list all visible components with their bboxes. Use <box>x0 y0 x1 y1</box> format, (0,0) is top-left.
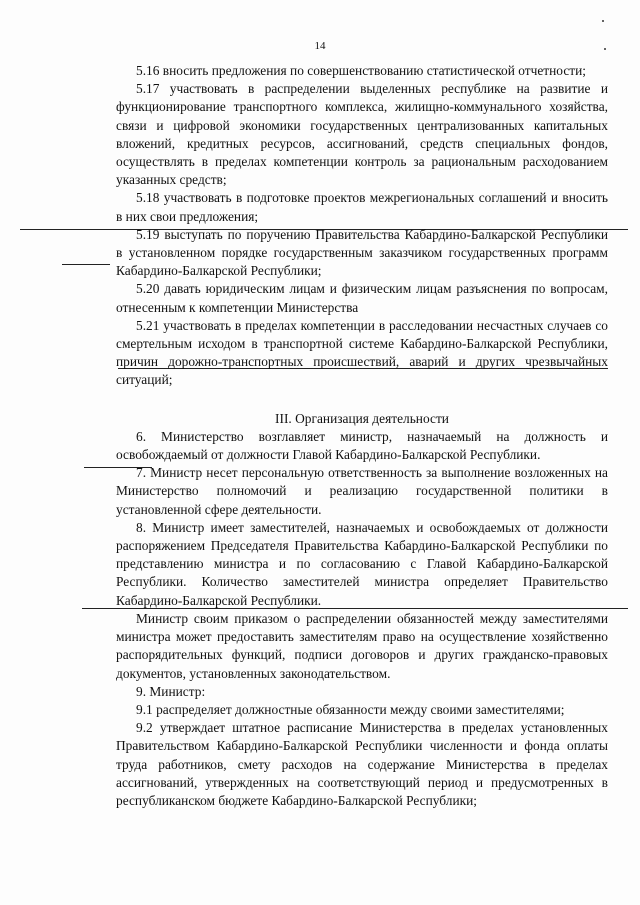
paragraph-5-18: 5.18 участвовать в подготовке проектов межрегиональных соглашений и вносить в них свои предложения; <box>116 190 608 224</box>
paragraph-5-19: 5.19 выступать по поручению Правительства Кабардино-Балкарской Республики в установленном порядке государственным заказчиком государственных программ Кабардино-Балкарской Республики; <box>116 226 608 279</box>
scan-line <box>62 264 110 265</box>
paragraph-5-16: 5.16 вносить предложения по совершенствованию статистической отчетности; <box>136 63 587 78</box>
paragraph-9-1: 9.1 распределяет должностные обязанности между своими заместителями; <box>136 701 565 717</box>
page-number: 14 <box>314 40 326 52</box>
scan-speck <box>604 48 606 50</box>
section-heading: III. Организация деятельности <box>275 410 449 426</box>
document-body <box>116 62 608 810</box>
paragraph-7: 7. Министр несет персональную ответственность за выполнение возложенных на Министерство полномочий и реализацию государственной политики в установленной сфере деятельности. <box>116 465 608 517</box>
paragraph-6: 6. Министерство возглавляет министр, назначаемый на должность и освобождаемый от должности Главой Кабардино-Балкарской Республики. <box>116 428 608 463</box>
paragraph-5-17: 5.17 участвовать в распределении выделенных республике на развитие и функционирование транспортного комплекса, жилищно-коммунального хозяйства, связи и цифровой экономики государственных централизованных капитальных вложений, кредитных ресурсов, ассигнований, средств специальных фондов, осуществлять в пределах компетенции контроль за рациональным расходованием указанных средств; <box>116 81 608 188</box>
scan-speck <box>602 20 604 22</box>
paragraph-5-21: 5.21 участвовать в пределах компетенции в расследовании несчастных случаев со смертельным исходом в транспортной системе Кабардино-Балкарской Республики, причин дорожно-транспортных происшествий, аварий и других чрезвычайных ситуаций; <box>116 317 608 388</box>
paragraph-9: 9. Министр: <box>136 683 206 699</box>
paragraph-5-20: 5.20 давать юридическим лицам и физическим лицам разъяснения по вопросам, отнесенным к компетенции Министерства <box>116 281 608 315</box>
paragraph-9-2: 9.2 утверждает штатное расписание Министерства в пределах установленных Правительством Кабардино-Балкарской Республики численности и фонда оплаты труда работников, смету расходов на содержание Министерства в пределах ассигнований, утвержденных на соответствующий период и предусмотренных в республиканском бюджете Кабардино-Балкарской Республики; <box>116 720 608 808</box>
paragraph-8: 8. Министр имеет заместителей, назначаемых и освобождаемых от должности распоряжением Председателя Правительства Кабардино-Балкарской Республики по представлению министра и по согласованию с Главой Кабардино-Балкарской Республики. Количество заместителей министра определяет Правительство Кабардино-Балкарской Республики. <box>116 519 608 608</box>
paragraph-8-continued: Министр своим приказом о распределении обязанностей между заместителями министра может предоставить заместителям право на осуществление хозяйственно распорядительных функций, подписи договоров и других гражданско-правовых документов, установленных законодательством. <box>116 610 608 681</box>
